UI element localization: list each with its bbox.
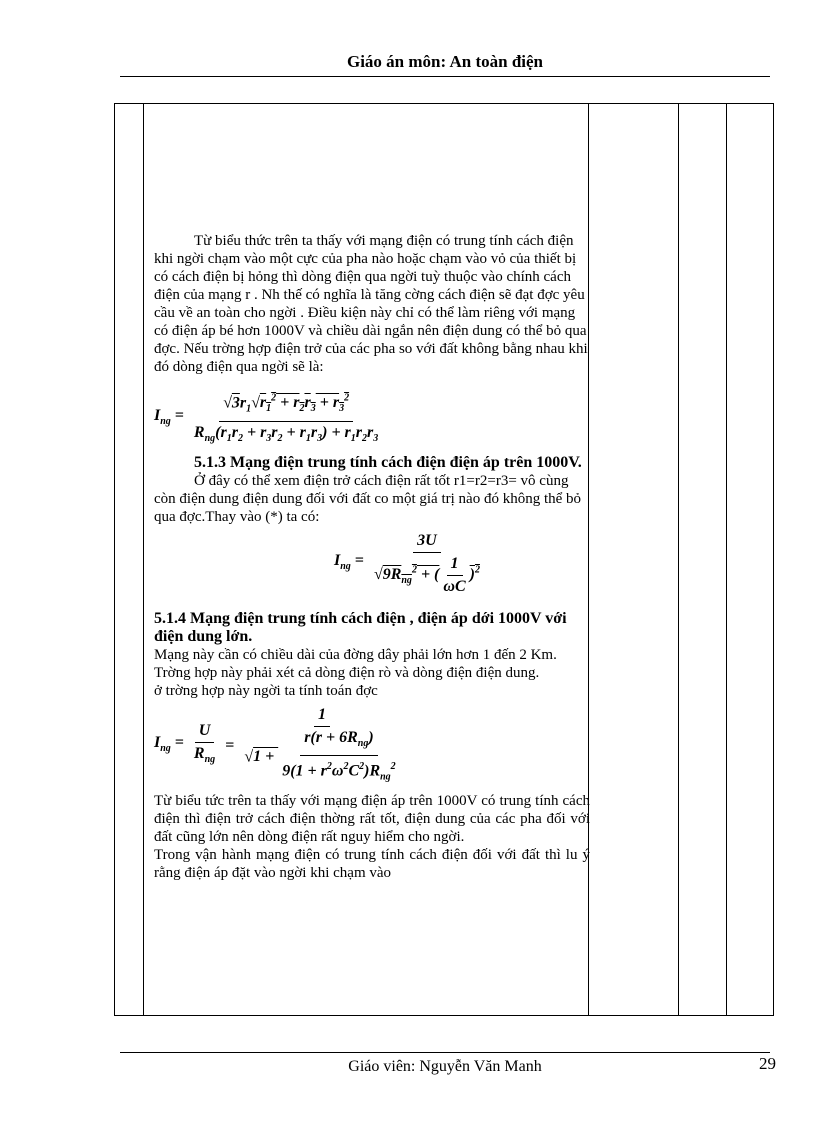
formula-current-capacitive: $I_{ng}$ = 3U $√9R_{ng}^2$ + ( $\frac{1}{\omega C}$ )$^2$ bbox=[334, 531, 480, 595]
paragraph: Trong vận hành mạng điện có trung tính cách điện đối với đất thì lu ý rằng điện áp đặt vào ngời khi chạm vào bbox=[154, 847, 590, 882]
paragraph: ở trờng hợp này ngời ta tính toán đợc bbox=[154, 682, 378, 699]
paragraph: Từ biểu tức trên ta thấy với mạng điện áp trên 1000V có trung tính cách điện thì điện trở cách điện thờng rất tốt, điện dung của các pha đối với đất cũng lớn nên dòng điện rất nguy hiểm cho ngời. bbox=[154, 793, 590, 846]
header-divider bbox=[120, 76, 770, 77]
paragraph: Từ biểu thức trên ta thấy với mạng điện có trung tính cách điện khi ngời chạm vào một cực của pha nào hoặc chạm vào vỏ của thiết bị có cách điện bị hỏng thì dòng điện qua ngời tuỳ thuộc vào chính cách điện của mạng r . Nh thế có nghĩa là tăng cờng cách điện sẽ đạt đợc yêu cầu về an toàn cho ngời . Điều kiện này chỉ có thể làm riêng với mạng có điện áp bé hơn 1000V và chiều dài ngắn nên điện dung có thể bỏ qua đợc. Nếu trờng hợp điện trở của các pha so với đất không bằng nhau khi đó dòng điện qua ngời sẽ là: bbox=[154, 233, 588, 375]
table-column-divider bbox=[678, 104, 679, 1015]
footer-teacher: Giáo viên: Nguyễn Văn Manh bbox=[348, 1058, 542, 1075]
table-column-divider bbox=[143, 104, 144, 1015]
formula-numerator: 3U bbox=[413, 532, 441, 553]
formula-u: U bbox=[195, 722, 215, 743]
formula-current-unequal: $I_{ng}$ = $\frac{√3r_1√r_1^2 + r_2r_3 + r_3^2}{R_{ng}(r_1r_2 + r_3r_2 + r_1r_3) + r_1r_2r_3}$ bbox=[154, 390, 590, 448]
paragraph: Ở đây có thể xem điện trở cách điện rất tốt r1=r2=r3= vô cùng còn điện dung điện dung đối với đất co một giá trị nào đó không thể bỏ qua đợc.Thay vào (*) ta có: bbox=[154, 472, 582, 525]
formula-omega-c: ωC bbox=[443, 577, 466, 595]
section-heading: 5.1.4 Mạng điện trung tính cách điện , điện áp dới 1000V với điện dung lớn. bbox=[154, 609, 567, 645]
table-column-divider bbox=[726, 104, 727, 1015]
formula-current-large-capacitance: $I_{ng}$ = $\frac{U}{R_{ng}}$ = 1 √1 + $\frac{r(r + 6R_{ng})}{9(1 + r^2\omega^2C^2)R_{ng}^2}$ bbox=[154, 705, 396, 783]
page-header-title: Giáo án môn: An toàn điện bbox=[346, 52, 543, 71]
paragraph: Mạng này cần có chiều dài của đờng dây phải lớn hơn 1 đến 2 Km. Trờng hợp này phải xét cả dòng điện rò và dòng điện điện dung. bbox=[154, 646, 557, 681]
lesson-content bbox=[154, 232, 590, 882]
formula-one: 1 bbox=[447, 555, 463, 576]
page-number: 29 bbox=[759, 1054, 776, 1073]
section-heading: 5.1.3 Mạng điện trung tính cách điện điện áp trên 1000V. bbox=[194, 453, 582, 471]
lesson-table bbox=[114, 103, 774, 1016]
footer-divider bbox=[120, 1052, 770, 1053]
formula-one: 1 bbox=[314, 706, 330, 727]
